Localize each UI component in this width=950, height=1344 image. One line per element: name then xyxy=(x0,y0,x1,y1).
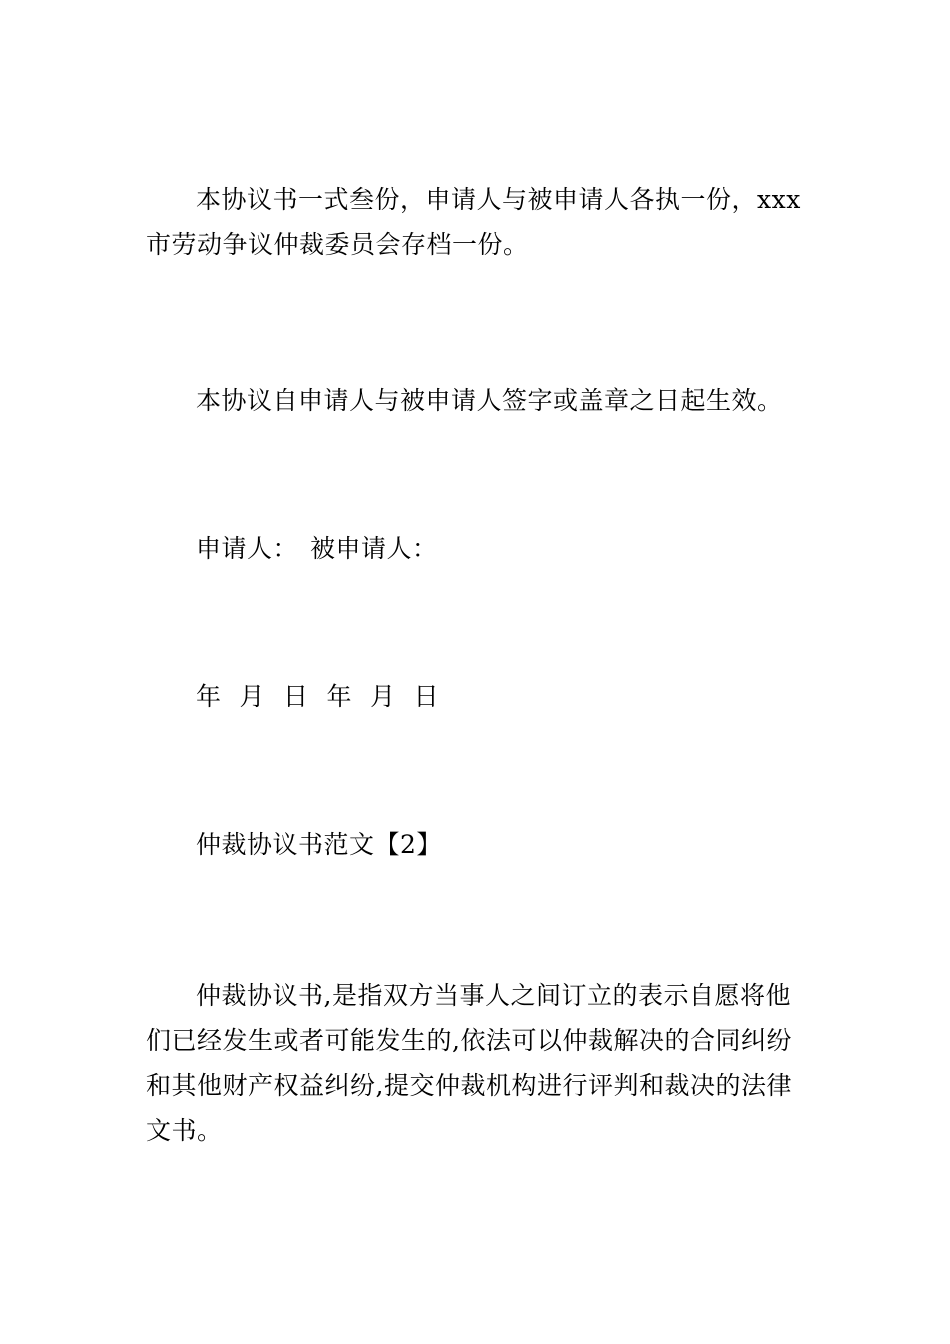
signature-line xyxy=(146,526,816,571)
section-heading-text: 仲裁协议书范文【2】 xyxy=(196,830,442,859)
definition-line-1: 仲裁协议书,是指双方当事人之间订立的表示自愿将他 xyxy=(196,981,791,1010)
effective-clause xyxy=(146,378,816,423)
applicant-date-month: 月 xyxy=(239,682,266,711)
definition-paragraph xyxy=(146,973,816,1153)
section-heading xyxy=(146,822,816,867)
definition-line-2: 们已经发生或者可能发生的,依法可以仲裁解决的合同纠纷 xyxy=(146,1026,792,1055)
applicant-signature-label: 申请人： xyxy=(196,534,299,563)
effective-clause-line-1: 本协议自申请人与被申请人签字或盖章之日起生效。 xyxy=(196,386,783,415)
copies-clause xyxy=(146,177,816,267)
respondent-date-year: 年 xyxy=(326,682,353,711)
applicant-date-day: 日 xyxy=(283,682,309,711)
applicant-date-year: 年 xyxy=(196,682,222,711)
respondent-date-day: 日 xyxy=(413,682,440,711)
respondent-date-month: 月 xyxy=(370,682,396,711)
respondent-signature-label: 被申请人： xyxy=(310,534,438,563)
copies-clause-line-2: 市劳动争议仲裁委员会存档一份。 xyxy=(146,230,529,259)
date-line xyxy=(146,674,816,719)
definition-line-3: 和其他财产权益纠纷,提交仲裁机构进行评判和裁决的法律 xyxy=(146,1071,792,1100)
copies-clause-line-1: 本协议书一式叁份，申请人与被申请人各执一份，xxx xyxy=(196,185,801,214)
definition-line-4: 文书。 xyxy=(146,1116,223,1145)
